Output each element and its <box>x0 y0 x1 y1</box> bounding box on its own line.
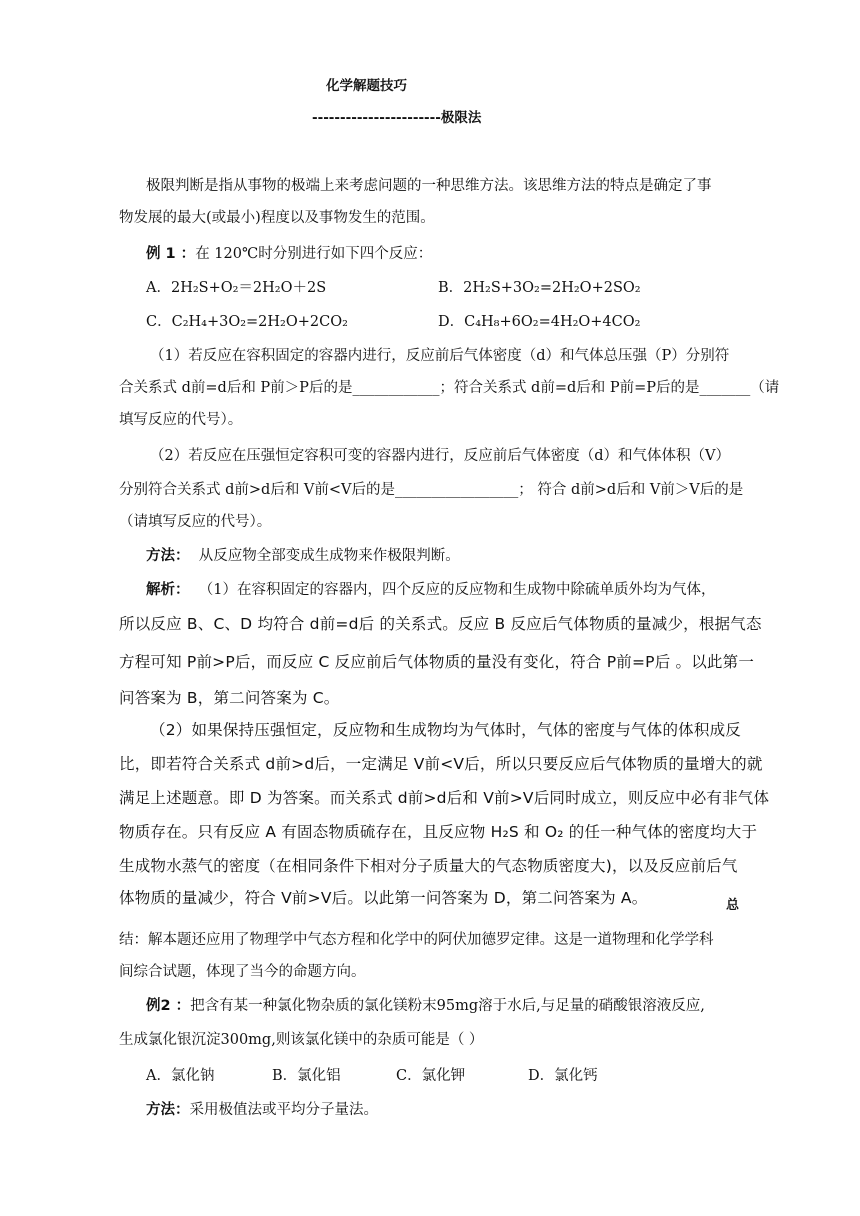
ex2-option-a: A．氯化钠 <box>146 1068 215 1084</box>
option-b: B．2H₂S+3O₂=2H₂O+2SO₂ <box>438 280 641 296</box>
analysis-line-5: （2）如果保持压强恒定，反应物和生成物均为气体时，气体的密度与气体的体积成反 <box>150 721 741 739</box>
analysis-line-2: 所以反应 B、C、D 均符合 d前=d后 的关系式。反应 B 反应后气体物质的量减少，根据气态 <box>119 615 762 633</box>
example-2-stem-1: 把含有某一种氯化物杂质的氯化镁粉末95mg溶于水后,与足量的硝酸银溶液反应, <box>190 998 705 1014</box>
ex2-option-d: D．氯化钙 <box>528 1068 598 1084</box>
option-c: C．C₂H₄+3O₂=2H₂O+2CO₂ <box>146 314 348 330</box>
analysis-line-1: 解析： （1）在容积固定的容器内，四个反应的反应物和生成物中除硫单质外均为气体， <box>146 582 716 598</box>
ex2-option-c: C．氯化钾 <box>396 1068 466 1084</box>
method-1-text: 从反应物全部变成生成物来作极限判断。 <box>198 548 460 564</box>
q2-line-1: （2）若反应在压强恒定容积可变的容器内进行，反应前后气体密度（d）和气体体积（V） <box>150 448 730 464</box>
analysis-line-4: 问答案为 B，第二问答案为 C。 <box>119 689 340 707</box>
analysis-line-8: 物质存在。只有反应 A 有固态物质硫存在，且反应物 H₂S 和 O₂ 的任一种气体的密度均大于 <box>119 823 758 841</box>
example-2-label: 例2 ： <box>146 998 191 1014</box>
example-1-label: 例 1 ： <box>146 246 196 262</box>
example-1-heading <box>146 244 432 264</box>
analysis-line-3: 方程可知 P前>P后，而反应 C 反应前后气体物质的量没有变化，符合 P前=P后 。以此第一 <box>119 653 755 671</box>
page-subtitle: -----------------------极限法 <box>312 110 482 126</box>
analysis-line-9: 生成物水蒸气的密度（在相同条件下相对分子质量大的气态物质密度大)，以及反应前后气 <box>119 857 738 875</box>
q2-line-2: 分别符合关系式 d前>d后和 V前<V后的是_________________； 符合 d前>d后和 V前＞V后的是 <box>119 482 744 498</box>
q1-line-1: （1）若反应在容积固定的容器内进行，反应前后气体密度（d）和气体总压强（P）分别符 <box>150 348 730 364</box>
page-title: 化学解题技巧 <box>326 78 407 94</box>
summary-line-1: 结：解本题还应用了物理学中气态方程和化学中的阿伏加德罗定律。这是一道物理和化学学科 <box>119 932 714 948</box>
method-2-label: 方法： <box>146 1102 190 1118</box>
method-1 <box>146 546 460 566</box>
method-2 <box>146 1100 378 1120</box>
analysis-line-10: 体物质的量减少，符合 V前>V后。以此第一问答案为 D，第二问答案为 A。 <box>119 889 648 907</box>
summary-head: 总 <box>726 898 740 913</box>
ex2-option-b: B．氯化铝 <box>272 1068 341 1084</box>
analysis-line-7: 满足上述题意。即 D 为答案。而关系式 d前>d后和 V前>V后同时成立，则反应中必有非气体 <box>119 789 770 807</box>
method-2-text: 采用极值法或平均分子量法。 <box>189 1102 378 1118</box>
intro-line-1: 极限判断是指从事物的极端上来考虑问题的一种思维方法。该思维方法的特点是确定了事 <box>146 178 712 194</box>
q1-line-2: 合关系式 d前=d后和 P前＞P后的是____________；符合关系式 d前=d后和 P前=P后的是_______（请 <box>119 380 780 396</box>
q2-line-3: （请填写反应的代号）。 <box>119 514 272 530</box>
analysis-label: 解析： <box>146 582 190 598</box>
analysis-line-6: 比，即若符合关系式 d前>d后，一定满足 V前<V后，所以只要反应后气体物质的量增大的就 <box>119 755 763 773</box>
example-2-heading <box>146 996 705 1016</box>
example-2-stem-2: 生成氯化银沉淀300mg,则该氯化镁中的杂质可能是（ ） <box>119 1032 484 1048</box>
method-1-label: 方法： <box>146 548 190 564</box>
option-d: D．C₄H₈+6O₂=4H₂O+4CO₂ <box>438 314 641 330</box>
q1-line-3: 填写反应的代号）。 <box>119 412 243 428</box>
summary-line-2: 间综合试题，体现了当今的命题方向。 <box>119 964 366 980</box>
option-a: A．2H₂S+O₂＝2H₂O＋2S <box>146 280 327 296</box>
intro-line-2: 物发展的最大(或最小)程度以及事物发生的范围。 <box>119 210 435 226</box>
example-1-stem: 在 120℃时分别进行如下四个反应： <box>195 246 433 262</box>
